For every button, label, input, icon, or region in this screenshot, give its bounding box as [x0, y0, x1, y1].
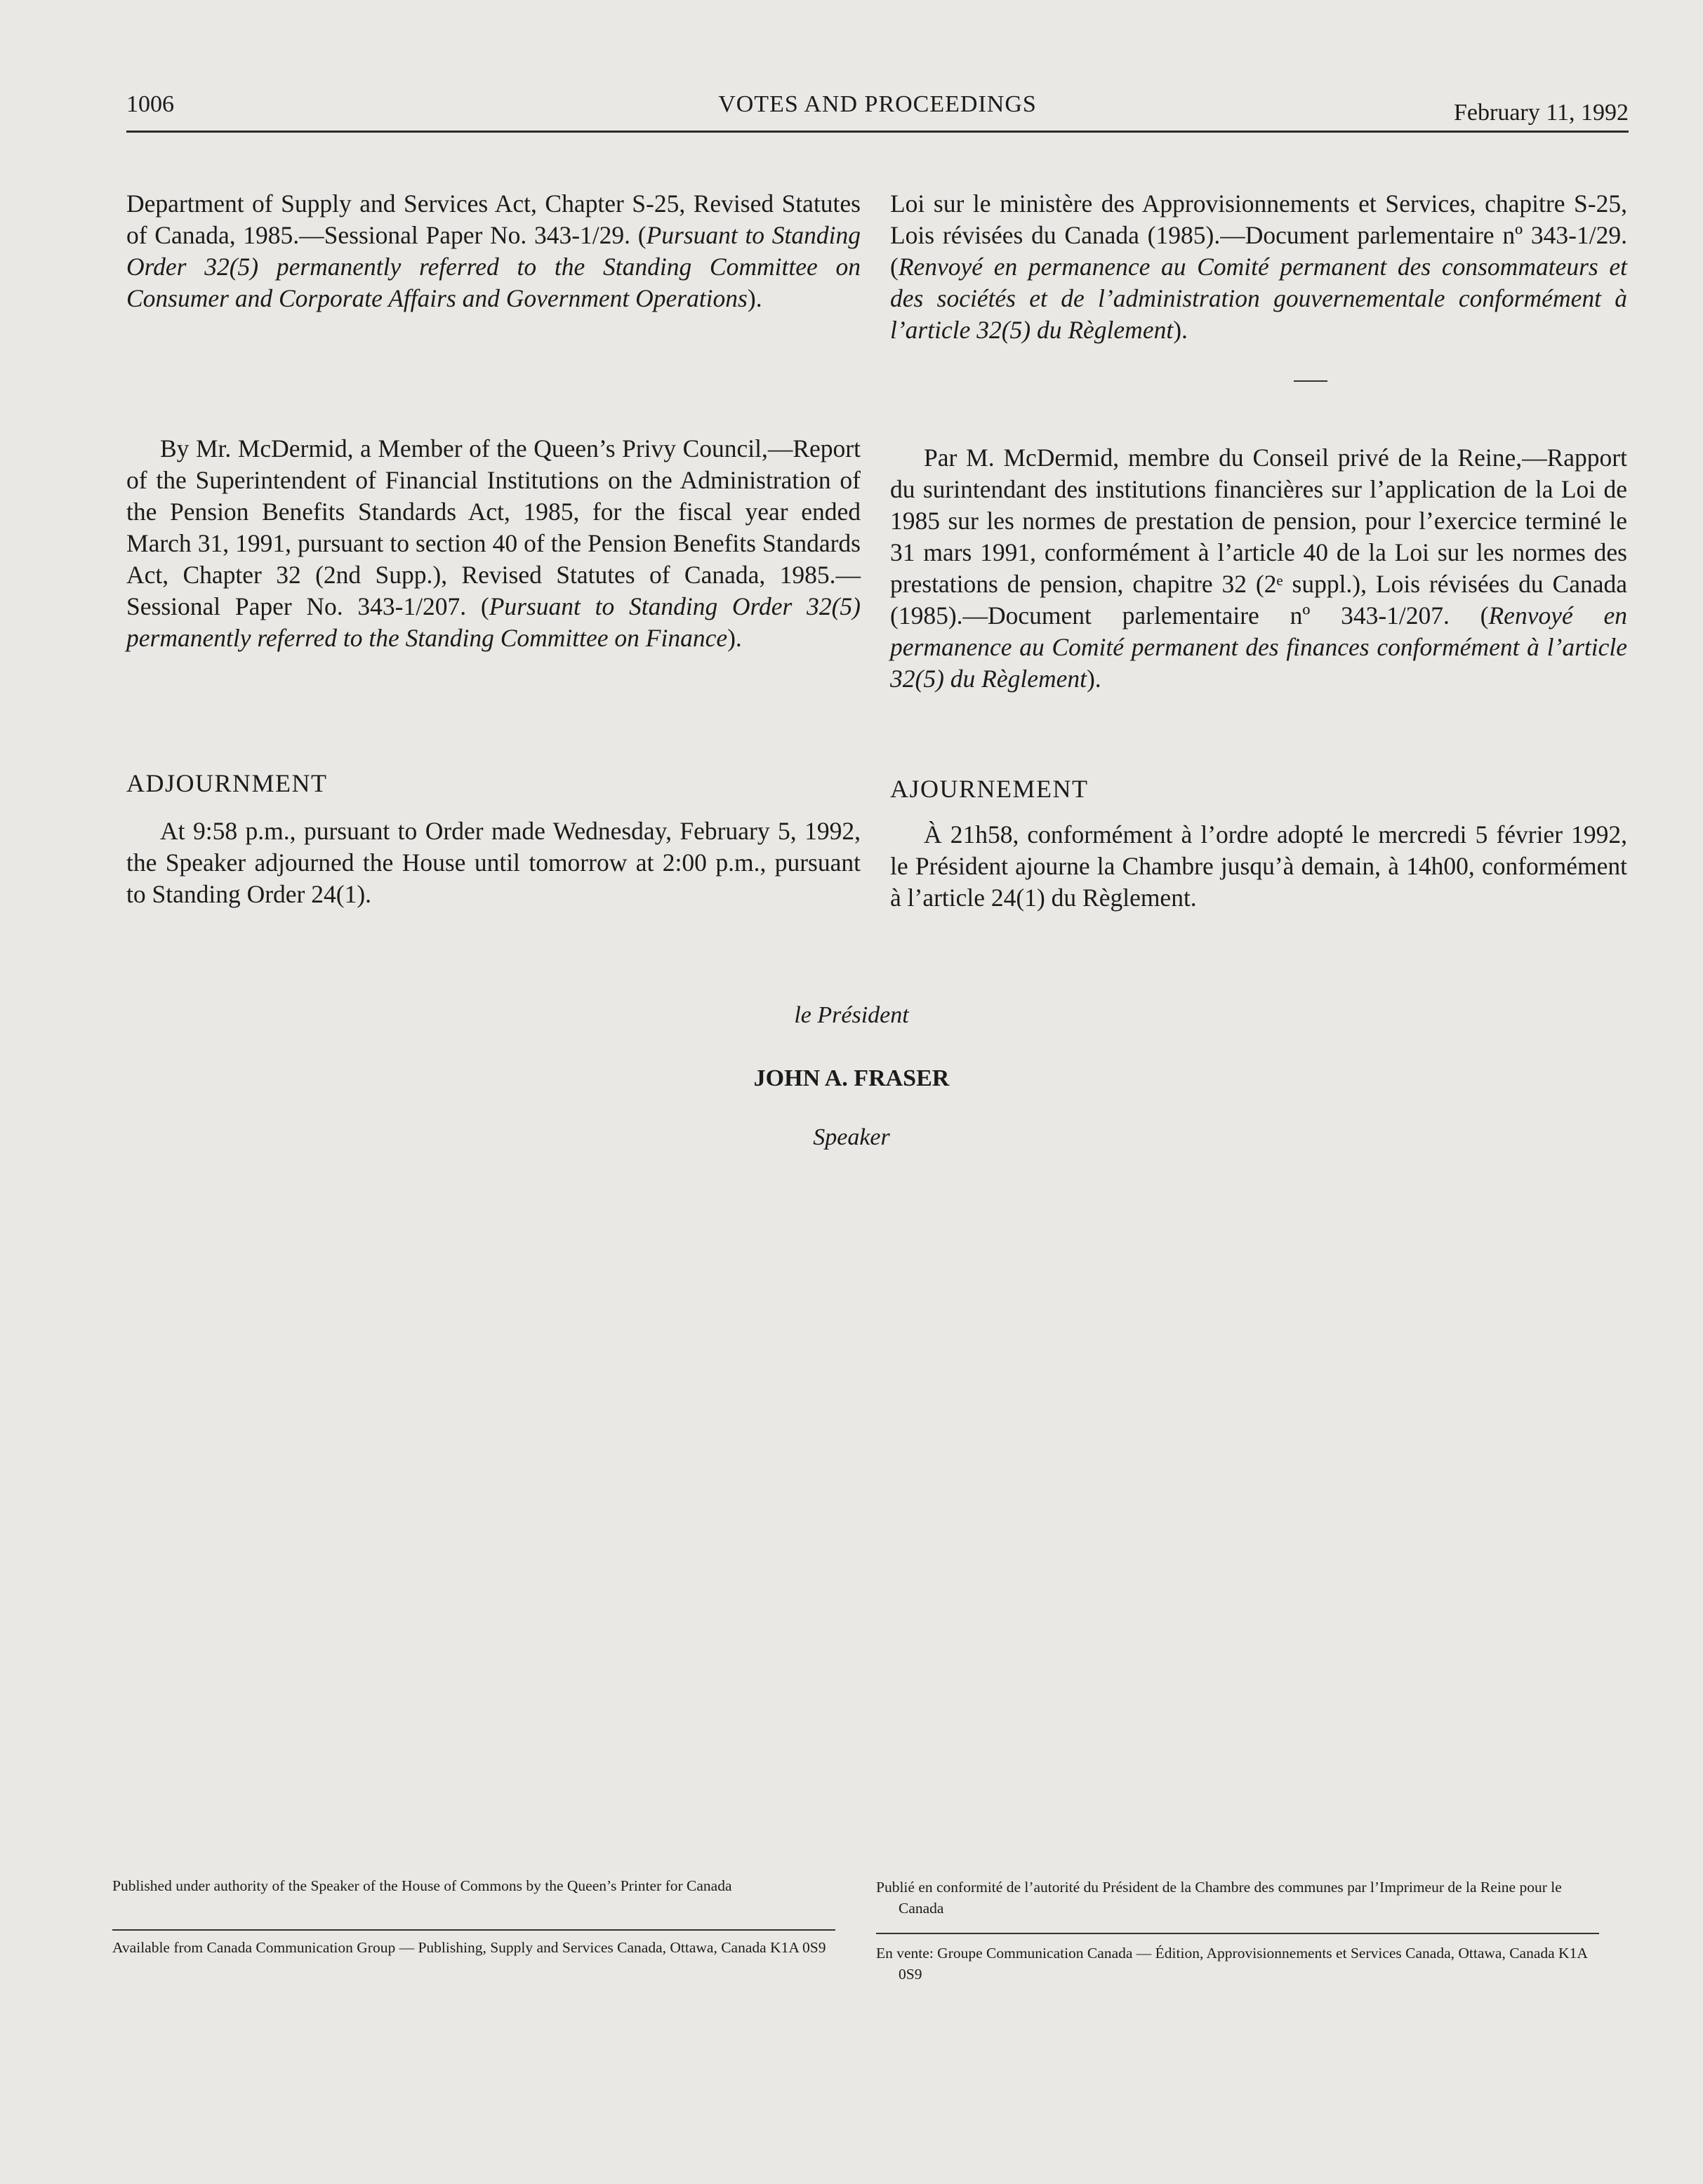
signature-title: Speaker	[813, 1124, 890, 1150]
english-paragraph-3: At 9:58 p.m., pursuant to Order made Wednesday, February 5, 1992, the Speaker adjourned the House until tomorrow at 2:00 p.m., pursuant to Standing Order 24(1).	[126, 817, 861, 908]
english-heading: ADJOURNMENT	[126, 769, 328, 797]
english-paragraph-2: By Mr. McDermid, a Member of the Queen’s Privy Council,—Report of the Superintendent of Financial Institutions on the Administration of the Pension Benefits Standards Act, 1985, for the fiscal year ended March 31, 1991, pursuant to section 40 of the Pension Benefits Standards Act, Chapter 32 (2nd Supp.), Revised Statutes of Canada, 1985.—Sessional Paper No. 343-1/207. (Pursuant to Standing Order 32(5) permanently referred to the Standing Committee on Finance).	[126, 434, 861, 652]
footer-rule-fr	[876, 1933, 1599, 1934]
french-paragraph-2: Par M. McDermid, membre du Conseil privé de la Reine,—Rapport du surintendant des institutions financières sur l’application de la Loi de 1985 sur les normes de prestation de pension, pour l’exercice terminé le 31 mars 1991, conformément à l’article 40 de la Loi sur les normes des prestations de pension, chapitre 32 (2ᵉ suppl.), Lois révisées du Canada (1985).—Document parlementaire nº 343-1/207. (Renvoyé en permanence au Comité permanent des finances conformément à l’article 32(5) du Règlement).	[890, 444, 1627, 693]
french-paragraph-1: Loi sur le ministère des Approvisionnements et Services, chapitre S-25, Lois révisées du Canada (1985).—Document parlementaire nº 343-1/29. (Renvoyé en permanence au Comité permanent des consommateurs et des sociétés et de l’administration gouvernementale conformément à l’article 32(5) du Règlement).	[890, 189, 1627, 344]
signature-le-president: le Président	[794, 1002, 909, 1028]
section-separator	[1294, 380, 1327, 382]
page-header	[126, 91, 1629, 132]
footer-rule-en	[112, 1929, 835, 1931]
english-paragraph-1: Department of Supply and Services Act, Chapter S-25, Revised Statutes of Canada, 1985.—Sessional Paper No. 343-1/29. (Pursuant to Standing Order 32(5) permanently referred to the Standing Committee on Consumer and Corporate Affairs and Government Operations).	[126, 189, 861, 312]
french-heading: AJOURNEMENT	[890, 775, 1089, 803]
footer-en-available: Available from Canada Communication Group — Publishing, Supply and Services Canada, Ottawa, Canada K1A 0S9	[112, 1939, 826, 1956]
page-number: 1006	[126, 91, 174, 117]
signature-name: JOHN A. FRASER	[753, 1065, 950, 1091]
french-paragraph-3: À 21h58, conformément à l’ordre adopté le mercredi 5 février 1992, le Président ajourne la Chambre jusqu’à demain, à 14h00, conformément à l’article 24(1) du Règlement.	[890, 820, 1627, 912]
footer-fr-available: En vente: Groupe Communication Canada — Édition, Approvisionnements et Services Canada, Ottawa, Canada K1A 0S9	[876, 1945, 1587, 1983]
header-rule	[126, 131, 1629, 133]
page-title: VOTES AND PROCEEDINGS	[718, 91, 1037, 117]
page-date: February 11, 1992	[1454, 100, 1629, 126]
footer-fr-published: Publié en conformité de l’autorité du Président de la Chambre des communes par l’Imprimeur de la Reine pour le Canada	[876, 1879, 1562, 1917]
footer-en-published: Published under authority of the Speaker of the House of Commons by the Queen’s Printer for Canada	[112, 1877, 732, 1894]
